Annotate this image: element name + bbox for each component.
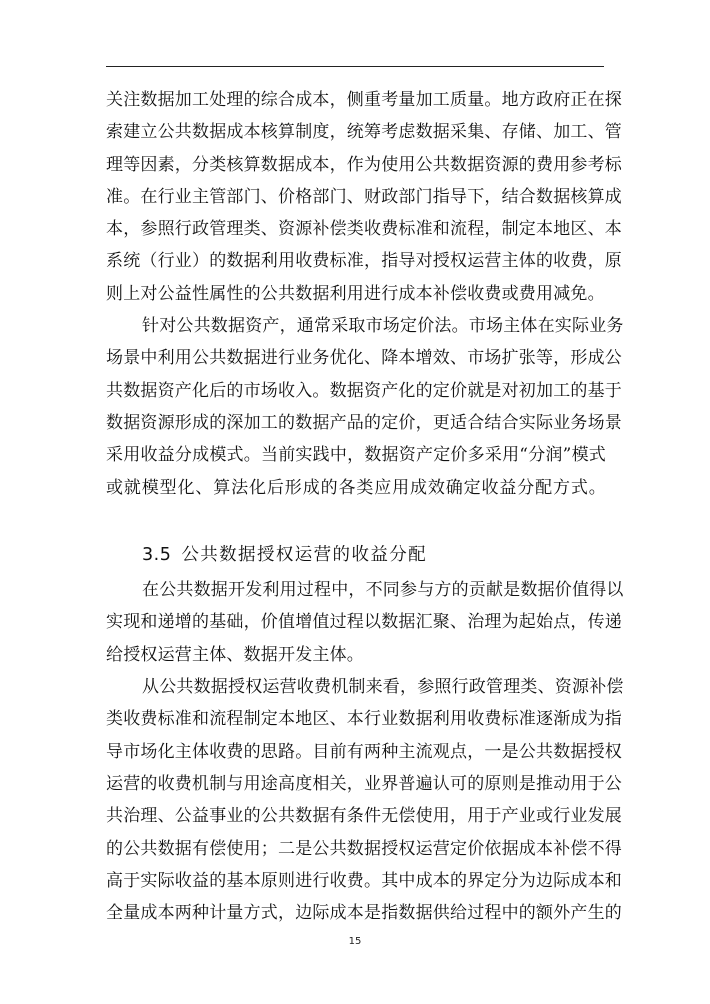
- paragraph-fee-mechanism: [106, 671, 624, 929]
- paragraph-cost-accounting: [106, 84, 622, 310]
- text-line: 采用收益分成模式。当前实践中，数据资产定价多采用“分润”模式: [106, 445, 606, 466]
- section-heading: [106, 536, 606, 574]
- paragraph-value-contribution: [106, 574, 624, 671]
- page-number: 15: [348, 936, 362, 947]
- text-line: 全量成本两种计量方式，边际成本是指数据供给过程中的额外产生的: [106, 903, 622, 924]
- text-line: 在公共数据开发利用过程中，不同参与方的贡献是数据价值得以: [142, 580, 624, 601]
- header-rule: [106, 66, 604, 67]
- text-line: 系统（行业）的数据利用收费标准，指导对授权运营主体的收费，原: [106, 251, 622, 272]
- text-line: 理等因素，分类核算数据成本，作为使用公共数据资源的费用参考标: [106, 154, 622, 175]
- section-title: 公共数据授权运营的收益分配: [181, 545, 428, 566]
- text-line: 从公共数据授权运营收费机制来看，参照行政管理类、资源补偿: [142, 677, 624, 698]
- text-line: 类收费标准和流程制定本地区、本行业数据利用收费标准逐渐成为指: [106, 709, 622, 730]
- text-line: 则上对公益性属性的公共数据利用进行成本补偿收费或费用减免。: [106, 283, 605, 304]
- text-line: 或就模型化、算法化后形成的各类应用成效确定收益分配方式。: [106, 477, 606, 498]
- text-line: 准。在行业主管部门、价格部门、财政部门指导下，结合数据核算成: [106, 186, 622, 207]
- text-line: 针对公共数据资产，通常采取市场定价法。市场主体在实际业务: [142, 316, 624, 337]
- text-line: 给授权运营主体、数据开发主体。: [106, 644, 364, 665]
- text-line: 高于实际收益的基本原则进行收费。其中成本的界定分为边际成本和: [106, 870, 622, 891]
- text-line: 导市场化主体收费的思路。目前有两种主流观点，一是公共数据授权: [106, 741, 622, 762]
- text-line: [106, 504, 606, 536]
- text-line: 运营的收费机制与用途高度相关，业界普遍认可的原则是推动用于公: [106, 773, 622, 794]
- text-line: 实现和递增的基础，价值增值过程以数据汇聚、治理为起始点，传递: [106, 612, 622, 633]
- paragraph-market-pricing: [106, 310, 624, 536]
- text-line: 索建立公共数据成本核算制度，统筹考虑数据采集、存储、加工、管: [106, 122, 622, 143]
- section-number: 3.5: [142, 545, 172, 566]
- text-line: 共治理、公益事业的公共数据有条件无偿使用，用于产业或行业发展: [106, 806, 622, 827]
- document-body: [106, 84, 624, 929]
- text-line: 场景中利用公共数据进行业务优化、降本增效、市场扩张等，形成公: [106, 348, 622, 369]
- text-line: 的公共数据有偿使用；二是公共数据授权运营定价依据成本补偿不得: [106, 838, 622, 859]
- text-line: 共数据资产化后的市场收入。数据资产化的定价就是对初加工的基于: [106, 380, 622, 401]
- text-line: 本，参照行政管理类、资源补偿类收费标准和流程，制定本地区、本: [106, 219, 622, 240]
- text-line: 关注数据加工处理的综合成本，侧重考量加工质量。地方政府正在探: [106, 90, 622, 110]
- text-line: 数据资源形成的深加工的数据产品的定价，更适合结合实际业务场景: [106, 412, 622, 433]
